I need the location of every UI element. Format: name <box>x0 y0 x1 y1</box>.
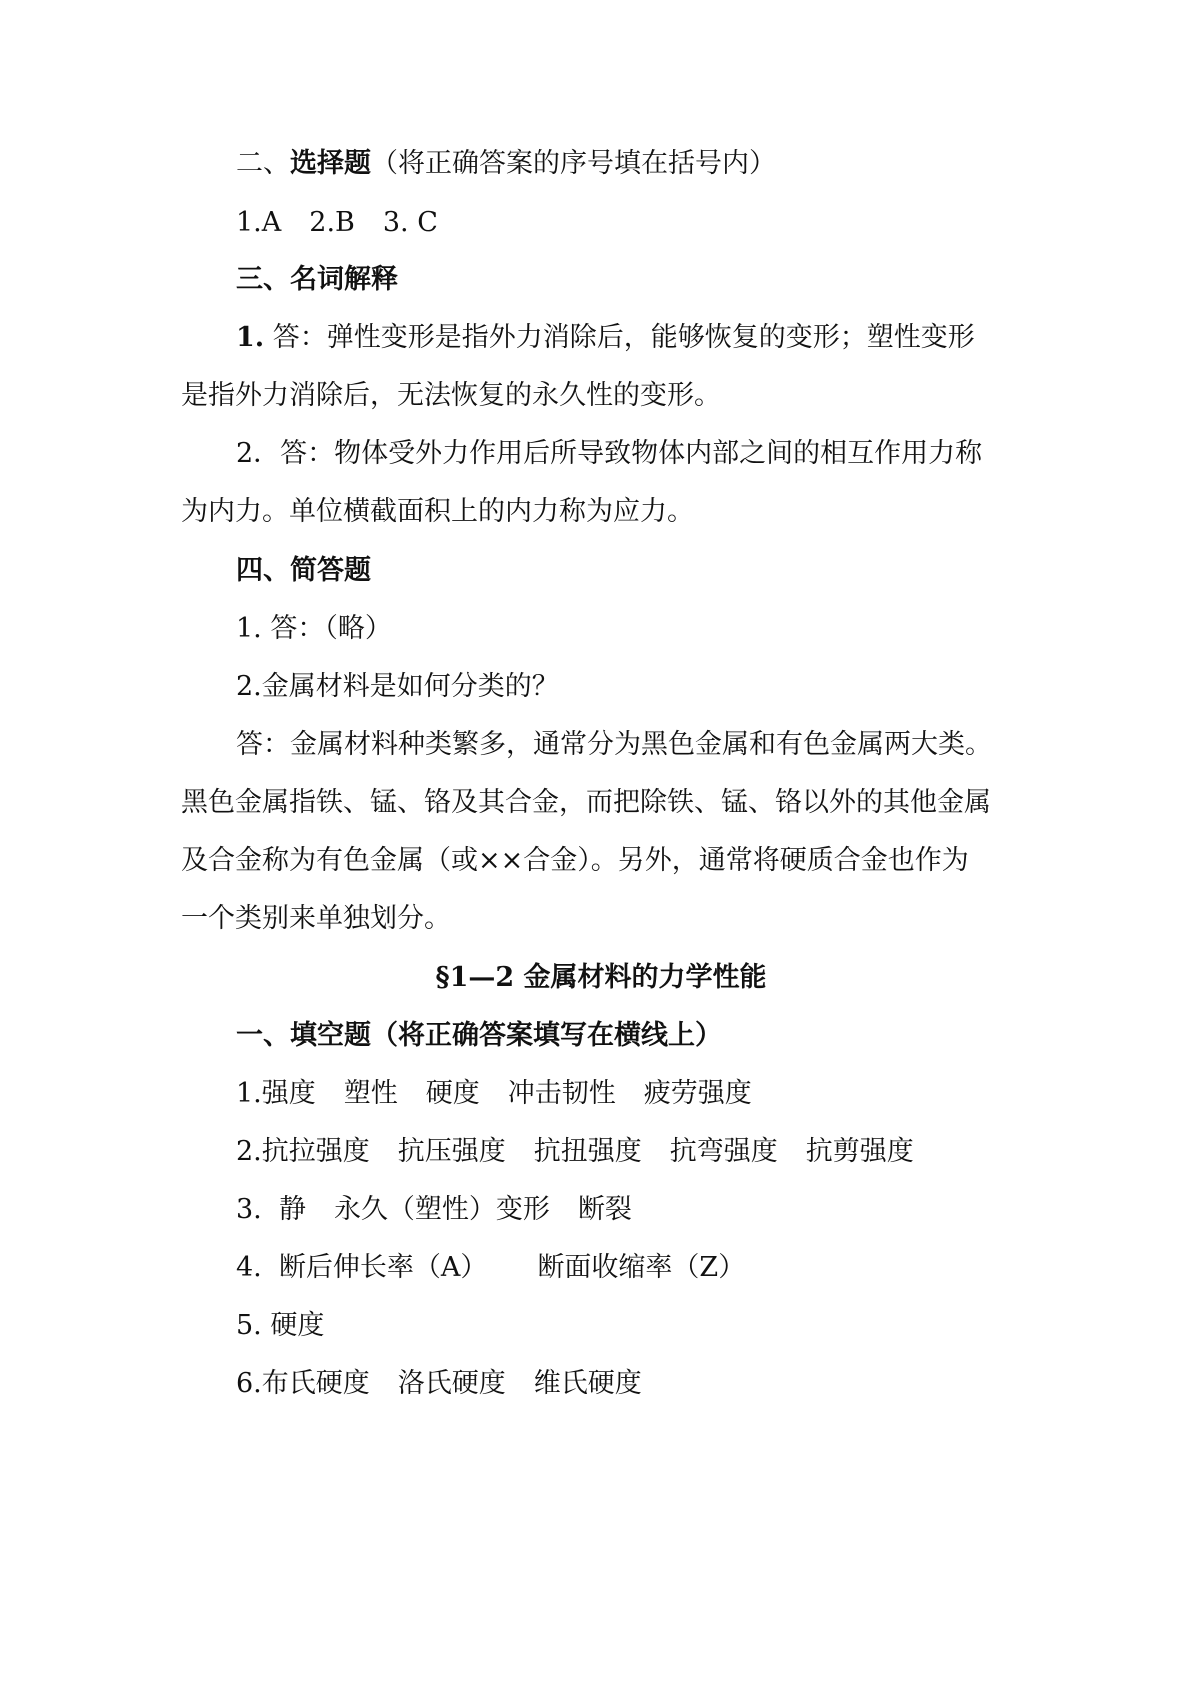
fill-item: 断面收缩率（Z） <box>537 1252 746 1283</box>
term1-num: 1. <box>236 322 265 353</box>
fill-item: 硬度 <box>425 1078 480 1109</box>
fill-num: 2. <box>236 1136 262 1167</box>
fill-item: 维氏硬度 <box>533 1368 642 1399</box>
fill-item: 冲击韧性 <box>507 1078 616 1109</box>
fill-num: 5. <box>236 1310 262 1341</box>
fill-item: 静 <box>278 1194 306 1225</box>
fill-item: 抗弯强度 <box>669 1136 778 1167</box>
fill-item: 永久（塑性）变形 <box>333 1194 550 1225</box>
section-title: §1—2 金属材料的力学性能 <box>435 962 767 993</box>
term2-line1: 2．答：物体受外力作用后所导致物体内部之间的相互作用力称 <box>236 438 983 469</box>
fill-item: 硬度 <box>270 1310 325 1341</box>
term2-line2: 为内力。单位横截面积上的内力称为应力。 <box>181 496 694 527</box>
fill-num: 3. <box>236 1194 262 1225</box>
fill-item: 疲劳强度 <box>643 1078 752 1109</box>
short1: 1. 答：（略） <box>236 613 392 644</box>
short-heading: 四、简答题 <box>236 555 371 586</box>
fill-item: 抗扭强度 <box>533 1136 642 1167</box>
mc-heading-num: 二、 <box>236 148 290 179</box>
fill-item: 塑性 <box>343 1078 398 1109</box>
mc-heading-title: 选择题 <box>290 148 371 179</box>
fill-item: 抗剪强度 <box>805 1136 914 1167</box>
fill-num: 1. <box>236 1078 262 1109</box>
term1-line2: 是指外力消除后，无法恢复的永久性的变形。 <box>181 380 721 411</box>
mc-heading <box>236 146 1021 182</box>
fill-answer-5 <box>236 1308 1021 1344</box>
fill-answer-6 <box>236 1366 1021 1402</box>
short2-answer-line1: 答：金属材料种类繁多，通常分为黑色金属和有色金属两大类。 <box>236 729 992 760</box>
short2-question: 2.金属材料是如何分类的？ <box>236 671 559 702</box>
fill-item: 抗压强度 <box>397 1136 506 1167</box>
fill-item: 洛氏硬度 <box>397 1368 506 1399</box>
short2-answer-line4: 一个类别来单独划分。 <box>181 903 451 934</box>
mc-answer: 3. C <box>382 207 438 238</box>
mc-answer: 1.A <box>236 207 282 238</box>
fill-num: 4. <box>236 1252 262 1283</box>
fill-item: 抗拉强度 <box>261 1136 370 1167</box>
fill-answer-3 <box>236 1192 1021 1228</box>
fill-item: 断裂 <box>577 1194 632 1225</box>
terms-heading: 三、名词解释 <box>236 264 398 295</box>
fill-item: 断后伸长率（A） <box>278 1252 488 1283</box>
mc-heading-note: （将正确答案的序号填在括号内） <box>371 148 776 179</box>
fill-num: 6. <box>236 1368 262 1399</box>
fill-answer-1 <box>236 1076 1021 1112</box>
mc-answers <box>236 205 1021 241</box>
short2-answer-line3: 及合金称为有色金属（或××合金）。另外，通常将硬质合金也作为 <box>181 845 969 876</box>
fill-item: 强度 <box>261 1078 316 1109</box>
term1-line1 <box>236 320 1021 356</box>
short2-answer-line2: 黑色金属指铁、锰、铬及其合金，而把除铁、锰、铬以外的其他金属 <box>181 787 991 818</box>
fill-answer-4 <box>236 1250 1021 1286</box>
fill-heading: 一、填空题（将正确答案填写在横线上） <box>236 1020 722 1051</box>
term1-text: 答：弹性变形是指外力消除后，能够恢复的变形；塑性变形 <box>272 322 975 353</box>
mc-answer: 2.B <box>309 207 355 238</box>
fill-item: 布氏硬度 <box>261 1368 370 1399</box>
fill-answer-2 <box>236 1134 1021 1170</box>
